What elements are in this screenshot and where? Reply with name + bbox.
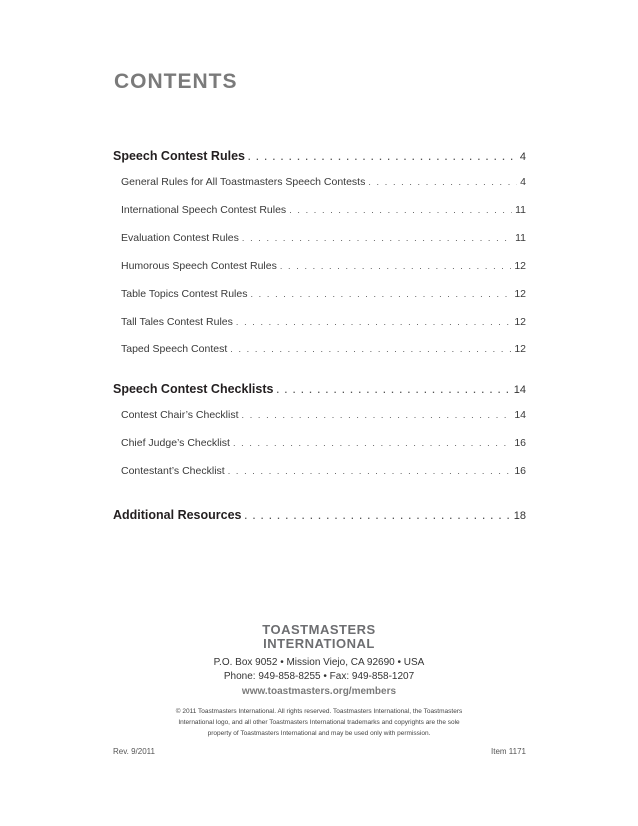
toc-item-label: Taped Speech Contest <box>121 343 228 355</box>
toc-item-label: International Speech Contest Rules <box>121 204 287 216</box>
dot-leader <box>368 177 517 187</box>
toc-page-number: 14 <box>514 409 526 421</box>
dot-leader <box>228 466 512 476</box>
toc-item-label: Evaluation Contest Rules <box>121 232 239 244</box>
toc-section-additional-resources[interactable] <box>113 508 526 522</box>
toc-section-checklists[interactable] <box>113 382 526 396</box>
page-title: CONTENTS <box>114 70 238 93</box>
toc-section-speech-contest-rules[interactable] <box>113 149 526 163</box>
copyright-line: property of Toastmasters International and may be used only with permission. <box>207 730 431 737</box>
dot-leader <box>245 511 511 521</box>
toc-item-label: Chief Judge’s Checklist <box>121 437 230 449</box>
toc-item-label: Tall Tales Contest Rules <box>121 316 233 328</box>
toc-page-number: 16 <box>514 437 526 449</box>
toc-item-table-topics[interactable] <box>121 288 526 300</box>
dot-leader <box>276 385 510 395</box>
toc-page-number: 4 <box>519 151 526 163</box>
toc-item-humorous-speech[interactable] <box>121 260 526 272</box>
dot-leader <box>233 438 511 448</box>
toc-item-evaluation-contest[interactable] <box>121 232 526 244</box>
dot-leader <box>250 289 511 299</box>
toc-section-label: Speech Contest Checklists <box>113 382 274 396</box>
dot-leader <box>289 205 512 215</box>
toc-item-chief-judge[interactable] <box>121 437 526 449</box>
toc-page-number: 18 <box>513 510 526 522</box>
copyright-line: International logo, and all other Toastmasters International trademarks and copyrights are the sole <box>178 719 460 726</box>
toc-item-label: Contestant’s Checklist <box>121 465 225 477</box>
org-phone: Phone: 949-858-8255 • Fax: 949-858-1207 <box>223 671 415 682</box>
toc-page-number: 4 <box>520 176 526 188</box>
item-number: Item 1171 <box>491 747 526 756</box>
toc-section-label: Additional Resources <box>113 508 242 522</box>
copyright-line: © 2011 Toastmasters International. All rights reserved. Toastmasters International, the Toastmasters <box>175 708 463 715</box>
toc-item-tall-tales[interactable] <box>121 316 526 328</box>
toc-item-general-rules[interactable] <box>121 176 526 188</box>
dot-leader <box>280 261 511 271</box>
toc-item-label: Humorous Speech Contest Rules <box>121 260 277 272</box>
toc-item-label: Table Topics Contest Rules <box>121 288 248 300</box>
toc-page-number: 16 <box>514 465 526 477</box>
dot-leader <box>230 344 511 354</box>
toc-page-number: 12 <box>514 260 526 272</box>
dot-leader <box>242 233 512 243</box>
toc-item-contest-chair[interactable] <box>121 409 526 421</box>
dot-leader <box>242 410 512 420</box>
toc-page-number: 12 <box>514 343 526 355</box>
toc-page-number: 12 <box>514 316 526 328</box>
toc-item-label: Contest Chair’s Checklist <box>121 409 239 421</box>
org-logo-line1: TOASTMASTERS <box>262 622 376 637</box>
toc-page-number: 11 <box>515 232 526 244</box>
toc-item-international-speech[interactable] <box>121 204 526 216</box>
copyright-notice <box>158 706 480 739</box>
dot-leader <box>248 152 517 162</box>
dot-leader <box>236 317 511 327</box>
toc-page-number: 11 <box>515 204 526 216</box>
toc-item-label: General Rules for All Toastmasters Speech Contests <box>121 176 366 188</box>
toc-item-taped-speech[interactable] <box>121 343 526 355</box>
revision-date: Rev. 9/2011 <box>113 747 155 756</box>
org-address: P.O. Box 9052 • Mission Viejo, CA 92690 • USA <box>213 657 425 668</box>
org-website-link[interactable]: www.toastmasters.org/members <box>241 686 397 697</box>
toc-page-number: 12 <box>514 288 526 300</box>
toc-section-label: Speech Contest Rules <box>113 149 245 163</box>
org-logo-line2: INTERNATIONAL <box>263 636 375 651</box>
toc-page-number: 14 <box>513 384 526 396</box>
toc-item-contestant[interactable] <box>121 465 526 477</box>
